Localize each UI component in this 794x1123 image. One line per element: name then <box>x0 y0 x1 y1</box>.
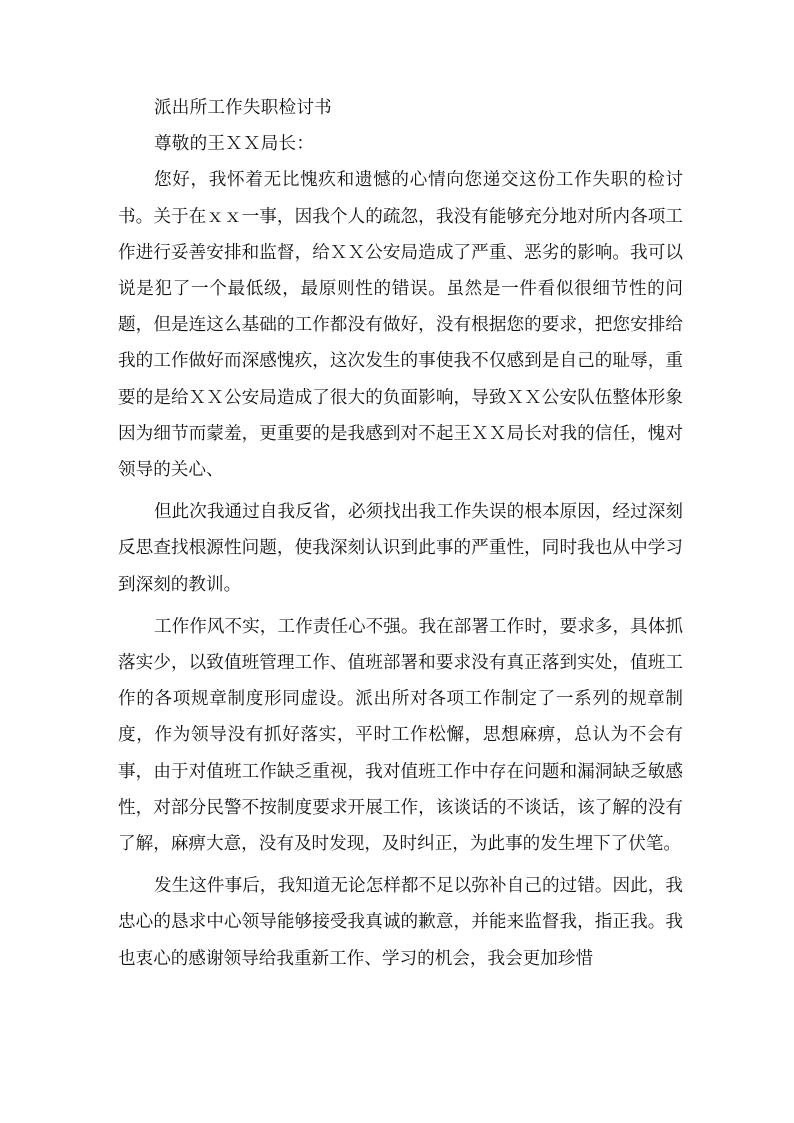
document-title: 派出所工作失职检讨书 <box>154 98 332 118</box>
paragraph-1: 您好，我怀着无比愧疚和遗憾的心情向您递交这份工作失职的检讨书。关于在ｘｘ一事，因我个人的疏忽，我没有能够充分地对所内各项工作进行妥善安排和监督，给ＸＸ公安局造成了严重、恶劣的影响。我可以说是犯了一个最低级，最原则性的错误。虽然是一件看似很细节性的问题，但是连这么基础的工作都没有做好，没有根据您的要求，把您安排给我的工作做好而深感愧疚，这次发生的事使我不仅感到是自己的耻辱，重要的是给ＸＸ公安局造成了很大的负面影响，导致ＸＸ公安队伍整体形象因为细节而蒙羞，更重要的是我感到对不起王ＸＸ局长对我的信任，愧对领导的关心、 <box>118 170 683 481</box>
paragraph-4: 发生这件事后，我知道无论怎样都不足以弥补自己的过错。因此，我忠心的恳求中心领导能够接受我真诚的歉意，并能来监督我，指正我。我也衷心的感谢领导给我重新工作、学习的机会，我会更加珍惜 <box>118 876 683 969</box>
paragraph-2: 但此次我通过自我反省，必须找出我工作失误的根本原因，经过深刻反思查找根源性问题，使我深刻认识到此事的严重性，同时我也从中学习到深刻的教训。 <box>118 502 683 595</box>
paragraph-3: 工作作风不实，工作责任心不强。我在部署工作时，要求多，具体抓落实少，以致值班管理工作、值班部署和要求没有真正落到实处，值班工作的各项规章制度形同虚设。派出所对各项工作制定了一系列的规章制度，作为领导没有抓好落实，平时工作松懈，思想麻痹，总认为不会有事，由于对值班工作缺乏重视，我对值班工作中存在问题和漏洞缺乏敏感性，对部分民警不按制度要求开展工作，该谈话的不谈话，该了解的没有了解，麻痹大意，没有及时发现，及时纠正，为此事的发生埋下了伏笔。 <box>118 616 683 855</box>
salutation: 尊敬的王ＸＸ局长： <box>154 134 315 155</box>
document-body <box>118 90 683 977</box>
